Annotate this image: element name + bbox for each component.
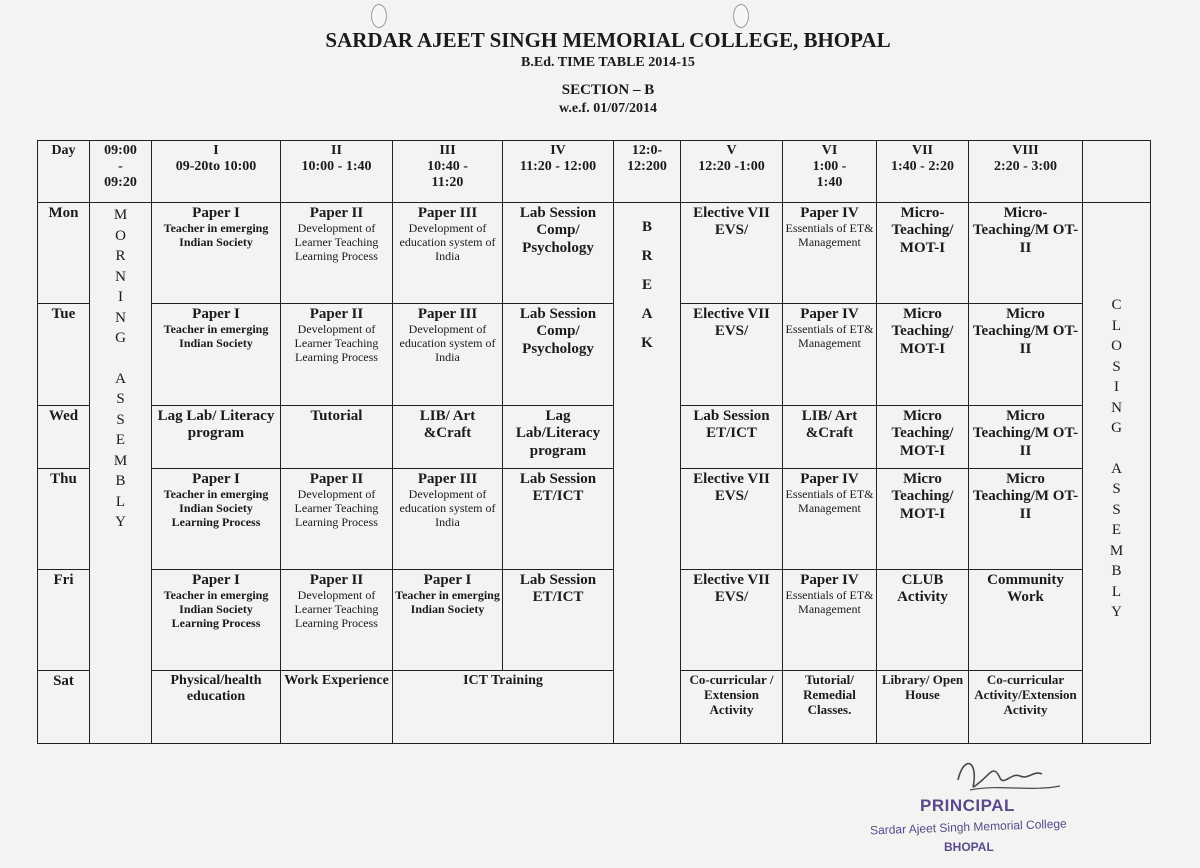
schedule-cell xyxy=(877,406,969,469)
schedule-cell xyxy=(783,203,877,304)
vertical-letter: R xyxy=(641,248,653,264)
schedule-cell xyxy=(783,469,877,570)
cell-subtitle: Teacher in emerging Indian Society xyxy=(163,322,269,351)
vertical-letter: I xyxy=(118,289,123,305)
schedule-cell xyxy=(783,671,877,744)
cell-subtitle: Development of education system of India xyxy=(399,487,496,529)
cell-title: Micro Teaching/ MOT-I xyxy=(891,471,954,522)
header-row xyxy=(38,141,1151,203)
vertical-letter: C xyxy=(1111,297,1122,313)
period-header-7 xyxy=(877,141,969,203)
schedule-cell xyxy=(503,469,614,570)
cell-subtitle: Essentials of ET& Management xyxy=(785,487,874,516)
stamp-title: PRINCIPAL xyxy=(920,796,1015,815)
period-header-8 xyxy=(969,141,1083,203)
cell-title: Paper IV xyxy=(800,471,859,487)
vertical-letter: B xyxy=(115,473,126,489)
schedule-cell xyxy=(877,203,969,304)
assembly-time-header xyxy=(90,141,152,203)
punch-hole-left xyxy=(371,4,387,28)
vertical-letter: Y xyxy=(1111,604,1122,620)
vertical-letter: E xyxy=(1111,522,1122,538)
cell-title: Elective VII EVS/ xyxy=(693,306,770,340)
cell-title: Elective VII EVS/ xyxy=(693,205,770,239)
period-number: VII xyxy=(911,143,933,158)
time-text: - xyxy=(118,159,123,175)
vertical-letter: L xyxy=(1111,583,1122,600)
cell-title: Lab Session Comp/ Psychology xyxy=(519,205,597,256)
vertical-letter: Y xyxy=(115,514,126,530)
period-time: 12:20 -1:00 xyxy=(698,159,765,175)
schedule-cell xyxy=(969,469,1083,570)
cell-title: Paper IV xyxy=(800,572,859,588)
break-time-header xyxy=(614,141,681,203)
vertical-letter: N xyxy=(1111,399,1122,416)
vertical-letter: M xyxy=(113,207,128,223)
day-cell: Sat xyxy=(38,671,90,744)
college-name: SARDAR AJEET SINGH MEMORIAL COLLEGE, BHOPAL xyxy=(325,28,891,52)
schedule-cell xyxy=(393,304,503,406)
schedule-cell xyxy=(969,304,1083,406)
period-time: 1:40 xyxy=(816,175,843,191)
cell-subtitle: Development of Learner Teaching Learning Process xyxy=(294,322,379,364)
closing-assembly-text xyxy=(1085,295,1148,623)
cell-title: Paper III xyxy=(417,471,478,487)
cell-title: CLUB Activity xyxy=(897,572,948,606)
vertical-letter: O xyxy=(1111,338,1122,354)
schedule-cell xyxy=(281,304,393,406)
schedule-cell xyxy=(393,671,614,744)
schedule-cell xyxy=(281,671,393,744)
cell-title: Paper II xyxy=(309,572,364,588)
vertical-letter: O xyxy=(115,227,126,244)
vertical-letter: L xyxy=(115,493,126,510)
vertical-letter: I xyxy=(1114,379,1119,395)
cell-subtitle: Teacher in emerging Indian Society Learning Process xyxy=(163,588,269,630)
period-header-4 xyxy=(503,141,614,203)
cell-subtitle: Teacher in emerging Indian Society xyxy=(163,221,269,250)
cell-subtitle: Essentials of ET& Management xyxy=(785,221,874,250)
period-time: 1:00 - xyxy=(812,159,847,175)
cell-title: Micro-Teaching/ MOT-I xyxy=(891,205,954,256)
cell-title: Physical/health education xyxy=(170,673,262,705)
cell-title: Paper II xyxy=(309,205,364,221)
cell-title: Paper II xyxy=(309,471,364,487)
cell-title: Elective VII EVS/ xyxy=(693,572,770,606)
vertical-letter: R xyxy=(115,248,126,264)
schedule-cell xyxy=(969,570,1083,671)
cell-title: Work Experience xyxy=(284,673,389,688)
cell-title: Micro Teaching/ MOT-I xyxy=(891,408,954,459)
morning-assembly-text xyxy=(92,205,149,533)
effective-date: w.e.f. 01/07/2014 xyxy=(559,101,657,116)
cell-title: Paper III xyxy=(417,306,478,322)
cell-title: Paper I xyxy=(192,205,240,221)
period-number: VIII xyxy=(1012,143,1039,158)
timetable-subtitle: B.Ed. TIME TABLE 2014-15 xyxy=(521,55,695,70)
cell-subtitle: Essentials of ET& Management xyxy=(785,588,874,617)
table-row-fri xyxy=(38,570,1151,671)
vertical-letter: S xyxy=(1112,481,1121,497)
schedule-cell xyxy=(393,469,503,570)
time-text: 12:0- xyxy=(631,143,663,158)
cell-title: Paper IV xyxy=(800,306,859,322)
period-header-2 xyxy=(281,141,393,203)
schedule-cell xyxy=(783,406,877,469)
time-text: 12:200 xyxy=(627,159,667,175)
period-number: I xyxy=(213,143,219,158)
vertical-letter: N xyxy=(115,309,126,326)
stamp-college: Sardar Ajeet Singh Memorial College xyxy=(869,816,1067,838)
closing-header xyxy=(1083,141,1151,203)
break-cell xyxy=(614,203,681,744)
vertical-letter: K xyxy=(641,335,653,351)
cell-subtitle: Development of Learner Teaching Learning Process xyxy=(294,588,379,630)
period-number: VI xyxy=(821,143,838,158)
cell-title: Lab Session ET/ICT xyxy=(519,572,597,606)
schedule-cell xyxy=(681,203,783,304)
cell-title: Tutorial/ Remedial Classes. xyxy=(803,672,856,717)
period-time: 09-20to 10:00 xyxy=(175,159,257,175)
period-time: 10:40 - xyxy=(427,159,468,175)
cell-title: Tutorial xyxy=(310,408,363,424)
time-text: 09:20 xyxy=(104,175,137,191)
period-number: IV xyxy=(550,143,566,158)
cell-title: Micro Teaching/M OT-II xyxy=(972,471,1079,522)
cell-subtitle: Development of education system of India xyxy=(399,322,496,364)
period-time: 11:20 - 12:00 xyxy=(519,159,597,175)
cell-subtitle: Teacher in emerging Indian Society Learning Process xyxy=(163,487,269,529)
cell-subtitle: Development of education system of India xyxy=(399,221,496,263)
cell-title: Paper I xyxy=(192,306,240,322)
cell-subtitle: Essentials of ET& Management xyxy=(785,322,874,351)
table-row-thu xyxy=(38,469,1151,570)
schedule-cell xyxy=(281,570,393,671)
cell-title: Co-curricular / Extension Activity xyxy=(689,672,774,717)
cell-title: Library/ Open House xyxy=(881,672,964,702)
period-time: 1:40 - 2:20 xyxy=(891,159,954,175)
period-header-6 xyxy=(783,141,877,203)
vertical-letter: S xyxy=(1112,358,1121,375)
cell-title: Paper III xyxy=(417,205,478,221)
schedule-cell xyxy=(152,406,281,469)
cell-title: Co-curricular Activity/Extension Activity xyxy=(974,672,1077,717)
break-text xyxy=(616,213,678,358)
vertical-letter: G xyxy=(1111,420,1122,436)
schedule-cell xyxy=(877,671,969,744)
schedule-cell xyxy=(281,469,393,570)
stamp-city: BHOPAL xyxy=(944,840,994,854)
schedule-cell xyxy=(783,304,877,406)
table-row-tue xyxy=(38,304,1151,406)
schedule-cell xyxy=(503,406,614,469)
schedule-cell xyxy=(281,203,393,304)
schedule-cell xyxy=(503,304,614,406)
signature xyxy=(950,752,1070,800)
vertical-letter: S xyxy=(116,391,125,407)
cell-title: Paper I xyxy=(192,572,240,588)
vertical-letter: G xyxy=(115,330,126,346)
cell-title: ICT Training xyxy=(463,673,543,688)
schedule-cell xyxy=(152,469,281,570)
schedule-cell xyxy=(393,570,503,671)
vertical-letter: E xyxy=(115,432,126,448)
cell-title: Micro-Teaching/M OT-II xyxy=(972,205,1079,256)
cell-title: Paper I xyxy=(423,572,472,588)
period-time: 2:20 - 3:00 xyxy=(994,159,1057,175)
cell-title: LIB/ Art &Craft xyxy=(801,408,858,442)
cell-title: Lab Session ET/ICT xyxy=(519,471,597,505)
cell-subtitle: Development of Learner Teaching Learning Process xyxy=(294,221,379,263)
schedule-cell xyxy=(877,304,969,406)
schedule-cell xyxy=(877,570,969,671)
period-number: II xyxy=(331,143,342,158)
schedule-cell xyxy=(681,469,783,570)
schedule-cell xyxy=(681,406,783,469)
period-header-5 xyxy=(681,141,783,203)
schedule-cell xyxy=(681,570,783,671)
vertical-letter: A xyxy=(641,306,653,322)
vertical-letter: B xyxy=(1111,563,1122,579)
vertical-letter: A xyxy=(1111,460,1122,477)
section-label: SECTION – B xyxy=(561,82,655,98)
closing-assembly-cell xyxy=(1083,203,1151,744)
vertical-letter: S xyxy=(116,411,125,428)
table-row-sat xyxy=(38,671,1151,744)
schedule-cell xyxy=(393,203,503,304)
vertical-letter: M xyxy=(1109,542,1124,559)
table-row-mon xyxy=(38,203,1151,304)
vertical-letter: E xyxy=(641,277,652,293)
cell-subtitle: Teacher in emerging Indian Society xyxy=(395,588,500,617)
vertical-letter: N xyxy=(115,268,126,285)
cell-title: Lab Session Comp/ Psychology xyxy=(519,306,597,357)
schedule-cell xyxy=(783,570,877,671)
timetable xyxy=(37,140,1151,744)
period-number: III xyxy=(439,143,456,158)
period-header-1 xyxy=(152,141,281,203)
period-number: V xyxy=(726,143,737,158)
time-text: 09:00 xyxy=(104,143,137,158)
schedule-cell xyxy=(152,203,281,304)
cell-title: Micro Teaching/M OT-II xyxy=(972,306,1079,357)
morning-assembly-cell xyxy=(90,203,152,744)
schedule-cell xyxy=(503,570,614,671)
schedule-cell xyxy=(281,406,393,469)
punch-hole-right xyxy=(733,4,749,28)
day-cell: Fri xyxy=(38,570,90,671)
vertical-letter: B xyxy=(641,219,652,235)
day-cell: Mon xyxy=(38,203,90,304)
vertical-letter: M xyxy=(113,452,128,469)
schedule-cell xyxy=(681,304,783,406)
cell-title: LIB/ Art &Craft xyxy=(419,408,476,442)
period-time: 10:00 - 1:40 xyxy=(301,159,372,175)
schedule-cell xyxy=(152,570,281,671)
schedule-cell xyxy=(152,304,281,406)
schedule-cell xyxy=(393,406,503,469)
table-row-wed xyxy=(38,406,1151,469)
schedule-cell xyxy=(503,203,614,304)
cell-title: Paper IV xyxy=(800,205,859,221)
schedule-cell xyxy=(877,469,969,570)
day-cell: Thu xyxy=(38,469,90,570)
schedule-cell xyxy=(969,671,1083,744)
cell-title: Community Work xyxy=(987,572,1064,606)
schedule-cell xyxy=(152,671,281,744)
cell-title: Elective VII EVS/ xyxy=(693,471,770,505)
cell-title: Paper I xyxy=(192,471,240,487)
period-header-3 xyxy=(393,141,503,203)
vertical-letter: A xyxy=(115,370,126,387)
cell-title: Lag Lab/ Literacy program xyxy=(157,408,275,442)
cell-title: Paper II xyxy=(309,306,364,322)
schedule-cell xyxy=(969,406,1083,469)
day-cell: Wed xyxy=(38,406,90,469)
day-header: Day xyxy=(38,141,90,203)
cell-title: Lag Lab/Literacy program xyxy=(515,408,601,459)
vertical-letter: S xyxy=(1112,501,1121,518)
day-cell: Tue xyxy=(38,304,90,406)
period-time: 11:20 xyxy=(431,175,464,191)
schedule-cell xyxy=(681,671,783,744)
vertical-letter: L xyxy=(1111,317,1122,334)
cell-title: Micro Teaching/M OT-II xyxy=(972,408,1079,459)
cell-title: Micro Teaching/ MOT-I xyxy=(891,306,954,357)
cell-subtitle: Development of Learner Teaching Learning Process xyxy=(294,487,379,529)
cell-title: Lab Session ET/ICT xyxy=(693,408,770,442)
schedule-cell xyxy=(969,203,1083,304)
